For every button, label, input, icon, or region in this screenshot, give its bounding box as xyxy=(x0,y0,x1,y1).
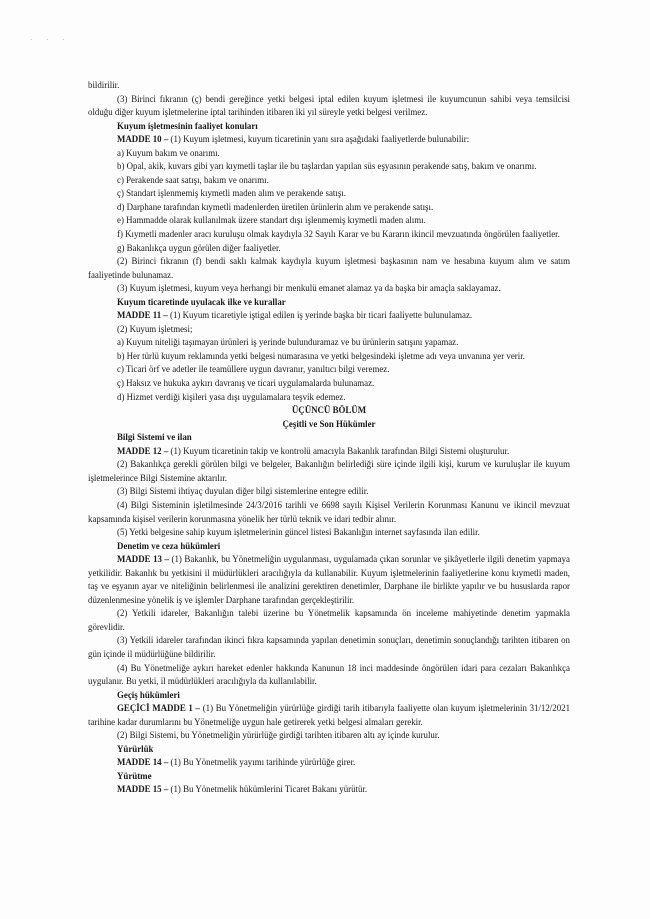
paragraph xyxy=(88,228,570,242)
paragraph xyxy=(88,458,570,485)
paragraph-text: (4) Bu Yönetmeliğe aykırı hareket edenler hakkında Kanunun 18 inci maddesinde öngörülen idari para cezaları Bakanlıkça uygulanır. Bu yetki, il müdürlükleri aracılığıyla da kullanılabilir. xyxy=(88,662,570,687)
paragraph-text: d) Hizmet verdiği kişileri yasa dışı uygulamalara teşvik edemez. xyxy=(117,391,346,402)
article-label: MADDE 10 – xyxy=(117,134,171,145)
paragraph-text: ÜÇÜNCÜ BÖLÜM xyxy=(291,405,367,416)
article-paragraph xyxy=(88,445,570,459)
paragraph-text: (1) Kuyum ticaretinin takip ve kontrolü amacıyla Bakanlık tarafından Bilgi Sistemi oluşturulur. xyxy=(170,445,510,456)
article-paragraph xyxy=(88,702,570,729)
paragraph-text: (4) Bilgi Sisteminin işletilmesinde 24/3/2016 tarihli ve 6698 sayılı Kişisel Verilerin Korunması Kanunu ve ikincil mevzuat kapsamında kişisel verilerin korunmasına yönelik her türlü teknik ve idari tedbir alınır. xyxy=(88,499,570,524)
article-label: MADDE 12 – xyxy=(117,445,171,456)
part-title xyxy=(88,418,570,432)
article-label: GEÇİCİ MADDE 1 – xyxy=(117,703,203,714)
paragraph-text: a) Kuyum niteliği taşımayan ürünleri iş yerinde bulunduramaz ve bu ürünlerin satışını yapamaz. xyxy=(117,337,459,348)
paragraph-text: (2) Yetkili idareler, Bakanlığın talebi üzerine bu Yönetmelik kapsamında ön inceleme mahiyetinde denetim yapmakla görevlidir. xyxy=(88,608,570,632)
section-heading xyxy=(88,540,570,554)
paragraph xyxy=(88,634,570,661)
paragraph-text: bildirilir. xyxy=(88,80,120,90)
paragraph xyxy=(88,526,570,540)
paragraph xyxy=(88,174,570,188)
paragraph-text: (1) Bakanlık, bu Yönetmeliğin uygulanması, uygulamada çıkan sorunlar ve şikâyetlerle ilgili denetim yapmaya yetkilidir. Bakanlık bu yetkisini il müdürlükleri aracılığıyla da kullanabilir. Kuyum işletmelerinin faaliyetlerine konu kıymetli maden, taş ve eşyanın ayar ve niteliğinin belirlenmesi ile analizini gerektiren denetimler, Darphane ile birlikte yapılır ve bu hususlarda rapor düzenlenmesine yönelik iş ve işlemler Darphane tarafından gerçekleştirilir. xyxy=(88,554,570,605)
paragraph xyxy=(88,282,570,296)
paragraph-text: (1) Bu Yönetmelik yayımı tarihinde yürürlüğe girer. xyxy=(170,757,356,768)
paragraph-text: e) Hammadde olarak kullanılmak üzere standart dışı işlenmemiş kıymetli maden alımı. xyxy=(117,215,426,226)
paragraph-text: c) Ticari örf ve adetler ile teamüllere uygun davranır, yanıltıcı bilgi veremez. xyxy=(117,364,390,375)
paragraph xyxy=(88,93,570,120)
paragraph-text: (2) Bilgi Sistemi, bu Yönetmeliğin yürürlüğe girdiği tarihten itibaren altı ay içinde kurulur. xyxy=(117,730,440,741)
paragraph-text: Kuyum ticaretinde uyulacak ilke ve kurallar xyxy=(117,296,286,307)
article-paragraph xyxy=(88,133,570,147)
paragraph-text: Bilgi Sistemi ve ilan xyxy=(117,432,192,443)
part-title xyxy=(88,404,570,418)
paragraph-text: d) Darphane tarafından kıymetli madenlerden üretilen ürünlerin alım ve perakende satışı. xyxy=(117,201,434,212)
paragraph-text: g) Bakanlıkça uygun görülen diğer faaliyetler. xyxy=(117,242,281,253)
paragraph-text: (3) Birinci fıkranın (ç) bendi gereğince yetki belgesi iptal edilen kuyum işletmesi ile kuyumcunun sahibi veya temsilcisi olduğu diğer kuyum işletmelerine iptal tarihinden itibaren iki yıl süreyle yetki belgesi verilmez. xyxy=(88,93,570,118)
section-heading xyxy=(88,689,570,703)
article-label: MADDE 13 – xyxy=(117,554,172,565)
paragraph xyxy=(88,147,570,161)
paragraph xyxy=(88,485,570,499)
article-paragraph xyxy=(88,783,570,797)
paragraph-text: (3) Bilgi Sistemi ihtiyaç duyulan diğer bilgi sistemlerine entegre edilir. xyxy=(117,486,369,497)
article-label: MADDE 14 – xyxy=(117,757,171,768)
paragraph-text: b) Opal, akik, kuvars gibi yarı kıymetli taşlar ile bu taşlardan yapılan süs eşyasının perakende satış, bakım ve onarımı. xyxy=(117,161,537,172)
paragraph xyxy=(88,391,570,405)
paragraph xyxy=(88,160,570,174)
paragraph xyxy=(88,363,570,377)
paragraph-text: a) Kuyum bakım ve onarımı. xyxy=(117,147,220,158)
paragraph xyxy=(88,499,570,526)
paragraph xyxy=(88,336,570,350)
paragraph xyxy=(88,187,570,201)
paragraph-text: b) Her türlü kuyum reklamında yetki belgesi numarasına ve yetki belgesindeki işletme adı veya unvanına yer verir. xyxy=(117,350,525,361)
section-heading xyxy=(88,770,570,784)
section-heading xyxy=(88,431,570,445)
paragraph xyxy=(88,79,570,93)
scan-specks: · · · xyxy=(30,36,71,44)
paragraph-text: Çeşitli ve Son Hükümler xyxy=(282,418,376,429)
paragraph-text: Yürürlük xyxy=(117,743,154,754)
article-paragraph xyxy=(88,553,570,607)
paragraph-text: (1) Bu Yönetmeliğin yürürlüğe girdiği tarih itibarıyla faaliyette olan kuyum işletmelerinin 31/12/2021 tarihine kadar durumlarını bu Yönetmeliğe uygun hale getirerek yetki belgesi almaları gerekir. xyxy=(88,703,571,727)
paragraph xyxy=(88,729,570,743)
paragraph-text: (1) Kuyum işletmesi, kuyum ticaretinin yanı sıra aşağıdaki faaliyetlerde bulunabilir: xyxy=(170,134,470,145)
article-paragraph xyxy=(88,309,570,323)
paragraph xyxy=(88,607,570,634)
paragraph xyxy=(88,350,570,364)
section-heading xyxy=(88,120,570,134)
paragraph-text: (5) Yetki belgesine sahip kuyum işletmelerinin güncel listesi Bakanlığın internet sayfasında ilan edilir. xyxy=(117,527,480,538)
paragraph-text: (2) Bakanlıkça gerekli görülen bilgi ve belgeler, Bakanlığın belirlediği süre içinde ilgili kişi, kurum ve kuruluşlar ile kuyum işletmelerince Bilgi Sistemine aktarılır. xyxy=(88,459,570,483)
paragraph xyxy=(88,214,570,228)
paragraph xyxy=(88,662,570,689)
paragraph-text: Denetim ve ceza hükümleri xyxy=(117,540,221,551)
paragraph-text: Kuyum işletmesinin faaliyet konuları xyxy=(117,120,258,131)
paragraph-text: f) Kıymetli madenler aracı kuruluşu olmak kaydıyla 32 Sayılı Karar ve bu Kararın ikincil mevzuatında öngörülen faaliyetler. xyxy=(117,229,560,240)
section-heading xyxy=(88,296,570,310)
paragraph xyxy=(88,242,570,256)
paragraph-text: (2) Kuyum işletmesi; xyxy=(117,323,193,334)
paragraph-text: (3) Yetkili idareler tarafından ikinci fıkra kapsamında yapılan denetimin sonuçları, denetimin sonuçlandığı tarihten itibaren on gün içinde il müdürlüğüne bildirilir. xyxy=(88,635,570,659)
article-label: MADDE 15 – xyxy=(117,784,171,795)
document-body xyxy=(88,79,570,797)
article-paragraph xyxy=(88,756,570,770)
article-label: MADDE 11 – xyxy=(117,310,171,321)
paragraph-text: (1) Bu Yönetmelik hükümlerini Ticaret Bakanı yürütür. xyxy=(170,784,368,795)
paragraph-text: c) Perakende saat satışı, bakım ve onarımı. xyxy=(117,174,269,185)
paragraph xyxy=(88,255,570,282)
section-heading xyxy=(88,743,570,757)
paragraph-text: Geçiş hükümleri xyxy=(117,689,180,700)
paragraph-text: (1) Kuyum ticaretiyle iştigal edilen iş yerinde başka bir ticari faaliyette bulunulamaz. xyxy=(170,310,473,321)
paragraph-text: (2) Birinci fıkranın (f) bendi saklı kalmak kaydıyla kuyum işletmesi başkasının nam ve hesabına kuyum alım ve satım faaliyetinde bulunamaz. xyxy=(88,256,570,280)
paragraph-text: ç) Standart işlenmemiş kıymetli maden alım ve perakende satışı. xyxy=(117,188,346,199)
paragraph xyxy=(88,323,570,337)
paragraph-text: (3) Kuyum işletmesi, kuyum veya herhangi bir menkulü emanet alamaz ya da başka bir amaçla saklayamaz. xyxy=(117,283,501,294)
paragraph xyxy=(88,377,570,391)
paragraph xyxy=(88,201,570,215)
paragraph-text: Yürütme xyxy=(117,770,152,781)
paragraph-text: ç) Haksız ve hukuka aykırı davranış ve ticari uygulamalarda bulunamaz. xyxy=(117,378,375,389)
